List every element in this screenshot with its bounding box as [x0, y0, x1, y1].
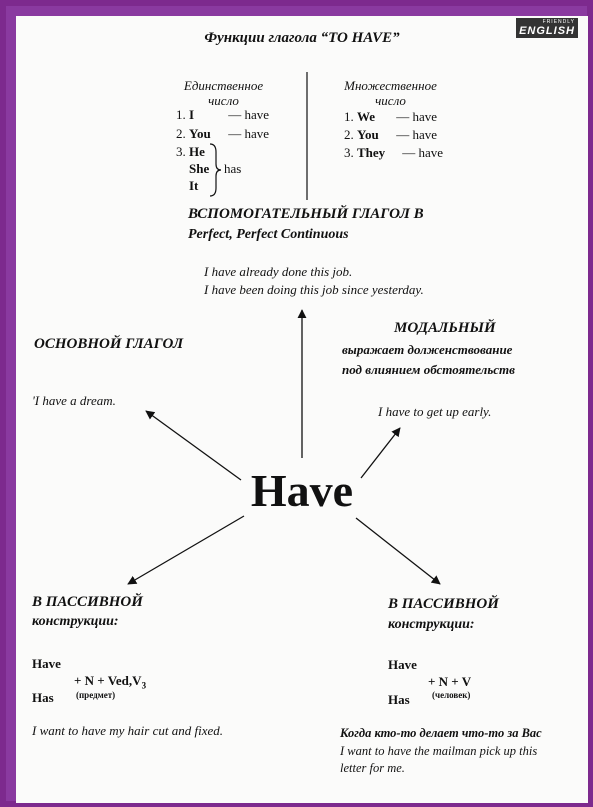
passive-right-have: Have: [388, 657, 417, 672]
row-pronoun-she: She: [189, 161, 210, 176]
passive-left-have: Have: [32, 656, 61, 671]
passive-right-heading-line1: В ПАССИВНОЙ: [388, 596, 499, 612]
row-number: 3.: [176, 144, 186, 159]
passive-right-example-line2: I want to have the mailman pick up this: [340, 744, 538, 758]
purple-frame: [6, 6, 587, 801]
center-word: Have: [250, 465, 354, 516]
brace-icon: [210, 144, 221, 196]
auxiliary-heading-line2: Perfect, Perfect Continuous: [188, 227, 349, 242]
passive-left-heading-line1: В ПАССИВНОЙ: [32, 594, 143, 610]
page-title: Функции глагола “TO HAVE”: [204, 30, 400, 46]
plural-header-line1: Множественное: [344, 78, 437, 93]
modal-heading-line3: под влиянием обстоятельств: [342, 362, 515, 377]
formula-subscript: 3: [141, 680, 147, 691]
worksheet: [16, 16, 588, 803]
passive-right-example-line3: letter for me.: [340, 761, 405, 775]
row-pronoun: We: [357, 109, 376, 124]
row-pronoun-he: He: [189, 144, 205, 159]
arrow-layer: [16, 16, 588, 803]
modal-example: I have to get up early.: [378, 404, 492, 419]
auxiliary-example-1: I have already done this job.: [204, 264, 353, 279]
passive-right-note: (человек): [432, 690, 471, 700]
main-verb-example: 'I have a dream.: [32, 393, 116, 408]
passive-right-formula: + N + V: [428, 674, 472, 689]
row-pronoun: They: [357, 145, 386, 160]
arrow-down-left: [128, 516, 244, 584]
passive-right-example-line1: Когда кто-то делает что-то за Вас: [340, 726, 542, 740]
row-number: 1.: [176, 107, 186, 122]
row-verb: — have: [402, 145, 444, 160]
modal-heading-line1: МОДАЛЬНЫЙ: [394, 320, 496, 336]
singular-header-line1: Единственное: [183, 78, 264, 93]
passive-left-example: I want to have my hair cut and fixed.: [32, 723, 223, 738]
row-verb-has: has: [224, 161, 242, 176]
row-verb: — have: [396, 127, 438, 142]
passive-left-heading-line2: конструкции:: [32, 614, 119, 629]
row-pronoun: You: [189, 126, 211, 141]
arrow-down-right: [356, 518, 440, 584]
row-number: 1.: [344, 109, 354, 124]
passive-right-heading-line2: конструкции:: [388, 617, 475, 632]
logo-big-text: ENGLISH: [519, 25, 575, 37]
plural-header-line2: число: [375, 93, 406, 108]
formula-text: + N + Ved,V: [74, 673, 142, 688]
auxiliary-heading-line1: ВСПОМОГАТЕЛЬНЫЙ ГЛАГОЛ В: [188, 206, 424, 222]
row-verb: — have: [228, 107, 270, 122]
singular-header-line2: число: [208, 93, 239, 108]
row-verb: — have: [228, 126, 270, 141]
logo-small-text: FRIENDLY: [542, 19, 575, 25]
arrow-up-right: [361, 428, 400, 478]
modal-heading-line2: выражает долженствование: [342, 342, 513, 357]
auxiliary-example-2: I have been doing this job since yesterday.: [204, 282, 424, 297]
row-verb: — have: [396, 109, 438, 124]
passive-left-note: (предмет): [76, 690, 116, 700]
row-number: 3.: [344, 145, 354, 160]
row-number: 2.: [176, 126, 186, 141]
passive-right-has: Has: [388, 692, 410, 707]
row-number: 2.: [344, 127, 354, 142]
row-pronoun-it: It: [189, 178, 199, 193]
arrow-up-left: [146, 411, 241, 480]
main-verb-heading: ОСНОВНОЙ ГЛАГОЛ: [34, 336, 184, 352]
row-pronoun: I: [189, 107, 195, 122]
row-pronoun: You: [357, 127, 379, 142]
passive-left-has: Has: [32, 690, 54, 705]
